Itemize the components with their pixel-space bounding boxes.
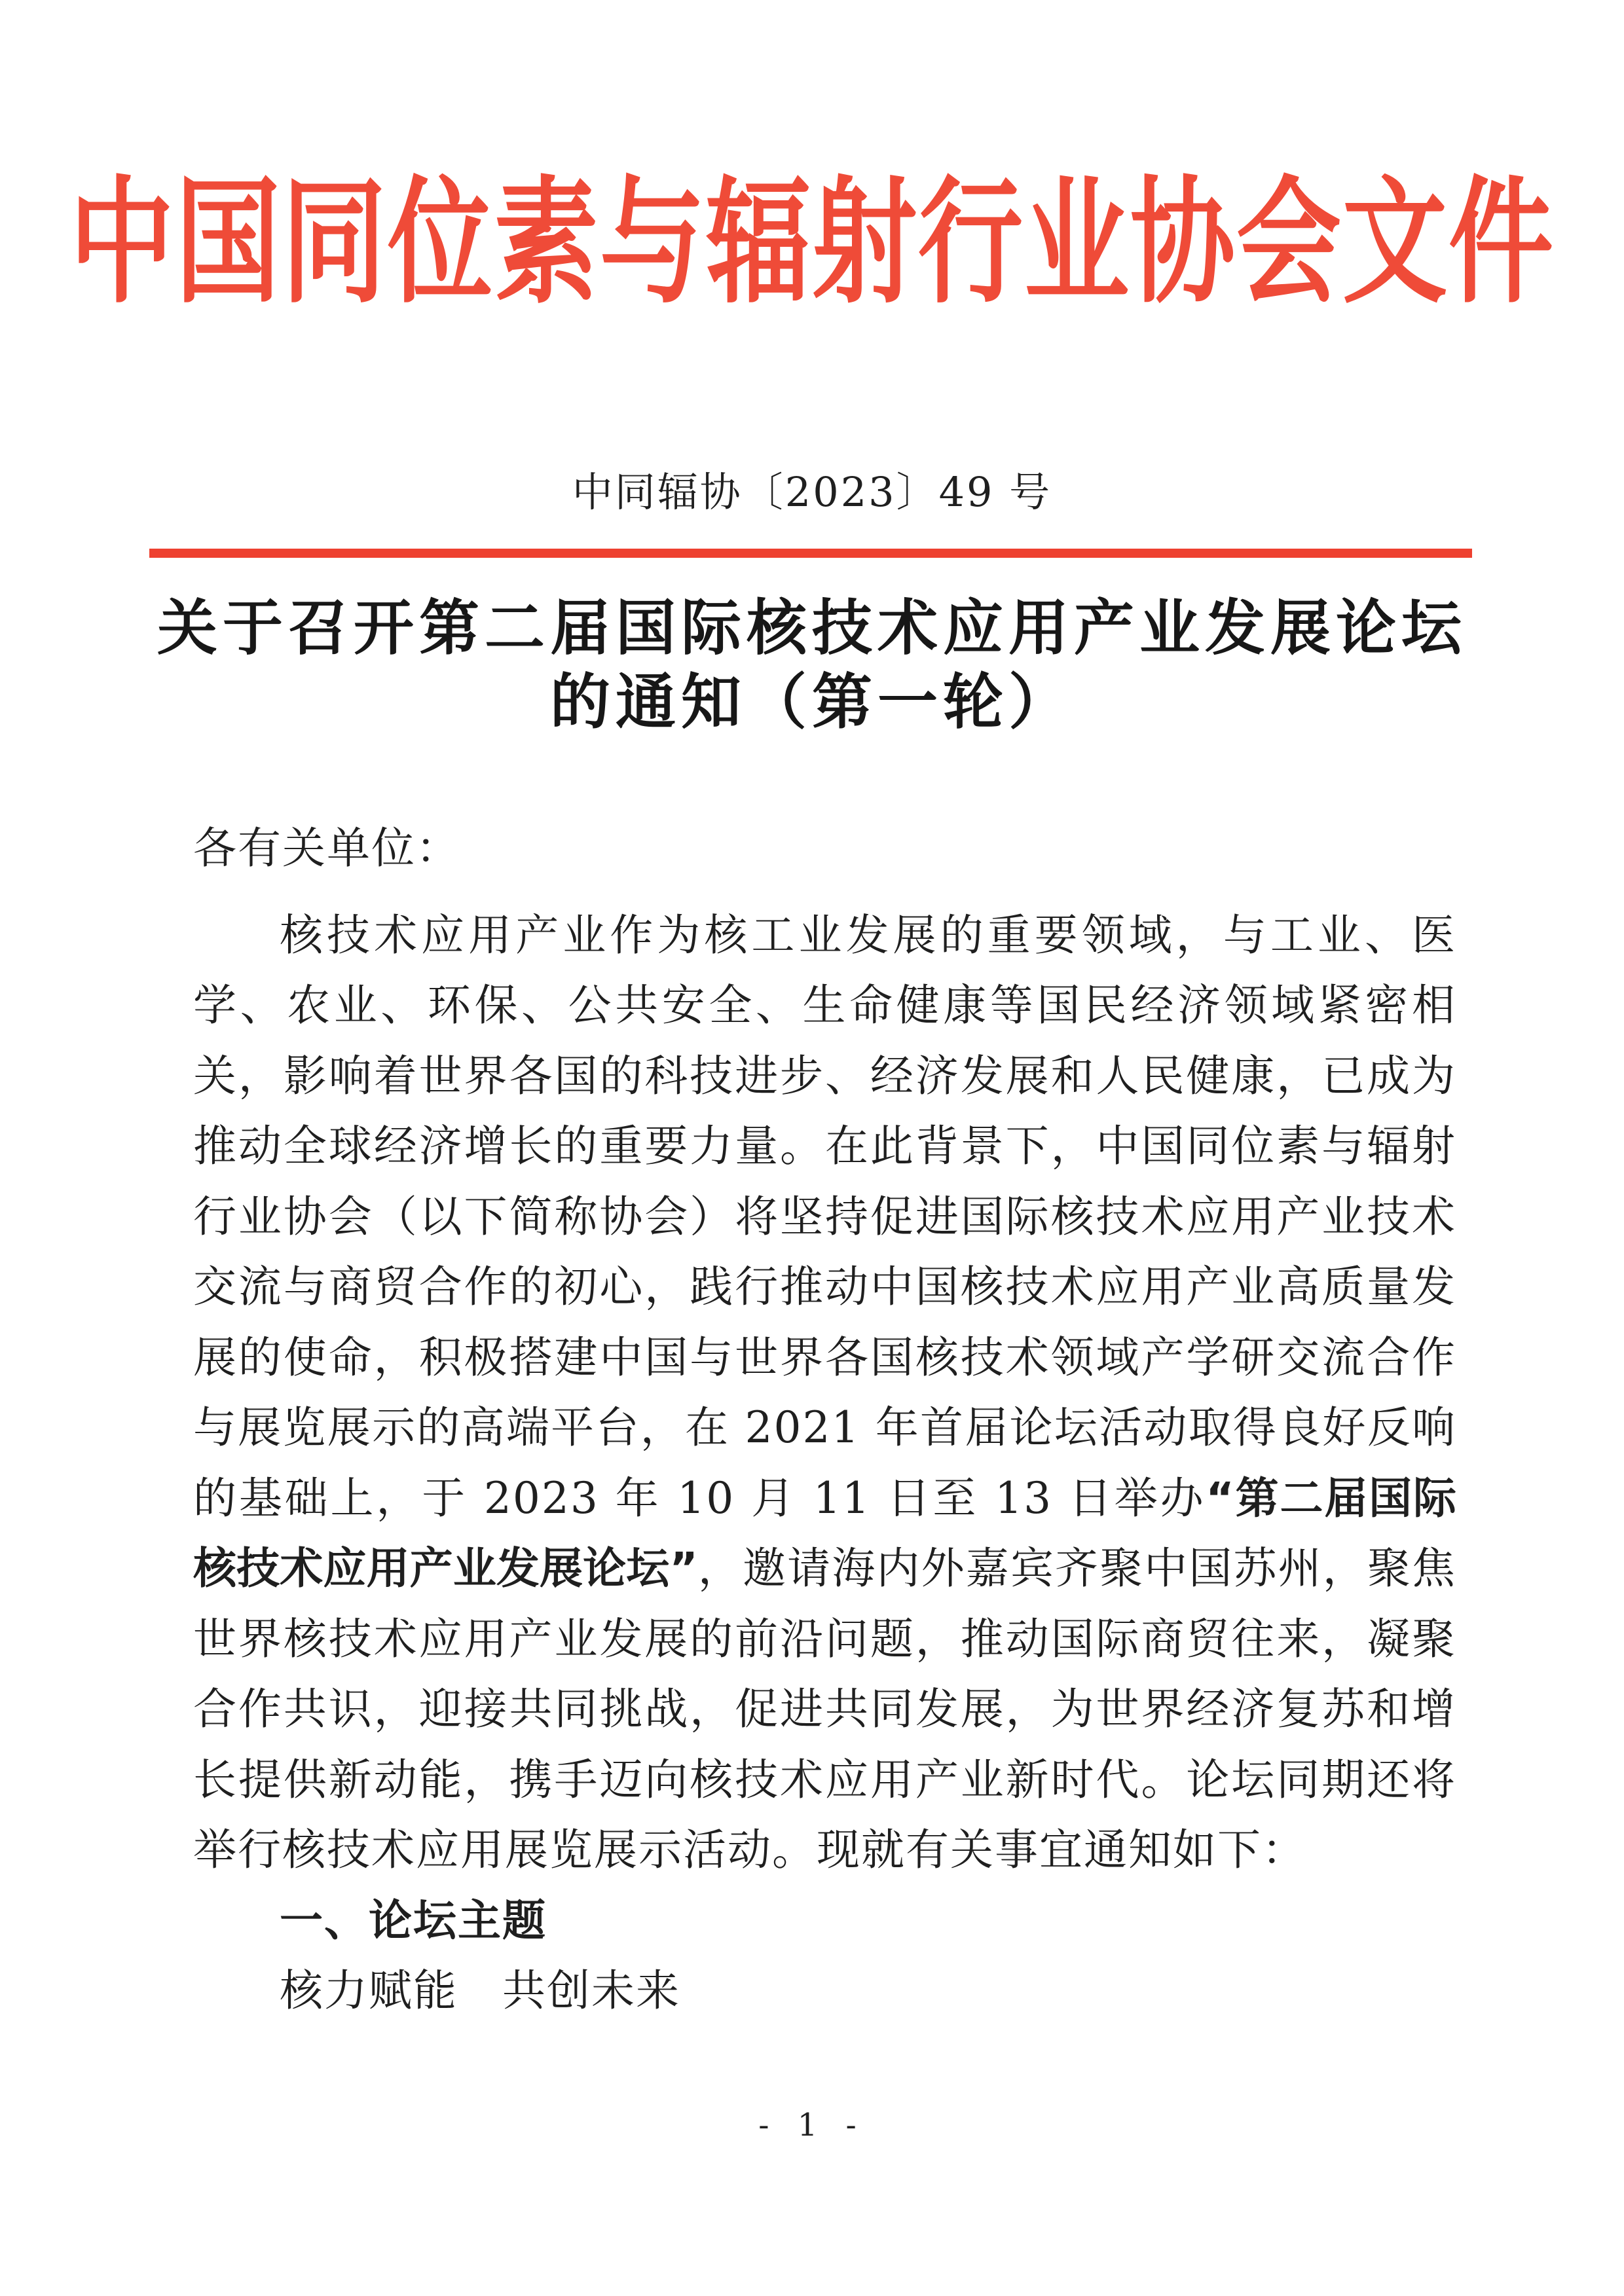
document-body	[193, 813, 1456, 2026]
page-number: - 1 -	[758, 2107, 866, 2143]
section-1-heading: 一、论坛主题	[280, 1895, 547, 1946]
paragraph-1	[193, 900, 1456, 1886]
document-title-line1: 关于召开第二届国际核技术应用产业发展论坛	[157, 592, 1467, 663]
salutation: 各有关单位：	[193, 823, 460, 873]
forum-theme: 核力赋能 共创未来	[280, 1965, 680, 2016]
paragraph-1-text-start: 核技术应用产业作为核工业发展的重要领域，与工业、医学、农业、环保、公共安全、生命健康等国民经济领域紧密相关，影响着世界各国的科技进步、经济发展和人民健康，已成为推动全球经济增长的重要力量。在此背景下，中国同位素与辐射行业协会（以下简称协会）将坚持促进国际核技术应用产业技术交流与商贸合作的初心，践行推动中国核技术应用产业高质量发展的使命，积极搭建中国与世界各国核技术领域产学研交流合作与展览展示的高端平台，在 2021 年首届论坛活动取得良好反响的基础上，于 2023 年 10 月 11 日至 13 日举办	[193, 909, 1456, 1523]
paragraph-1-text-end: ，邀请海内外嘉宾齐聚中国苏州，聚焦世界核技术应用产业发展的前沿问题，推动国际商贸往来，凝聚合作共识，迎接共同挑战，促进共同发展，为世界经济复苏和增长提供新动能，携手迈向核技术应用产业新时代。论坛同期还将举行核技术应用展览展示活动。现就有关事宜通知如下：	[193, 1543, 1456, 1875]
document-number: 中同辐协〔2023〕49 号	[572, 468, 1052, 516]
document-title-line2: 的通知（第一轮）	[549, 666, 1074, 737]
paragraph-1-bold-forum-name: “第二届国际核技术应用产业发展论坛”	[193, 1472, 1456, 1594]
document-title	[0, 591, 1624, 739]
red-divider-line	[149, 549, 1472, 558]
red-header-title: 中国同位素与辐射行业协会文件	[69, 162, 1555, 322]
